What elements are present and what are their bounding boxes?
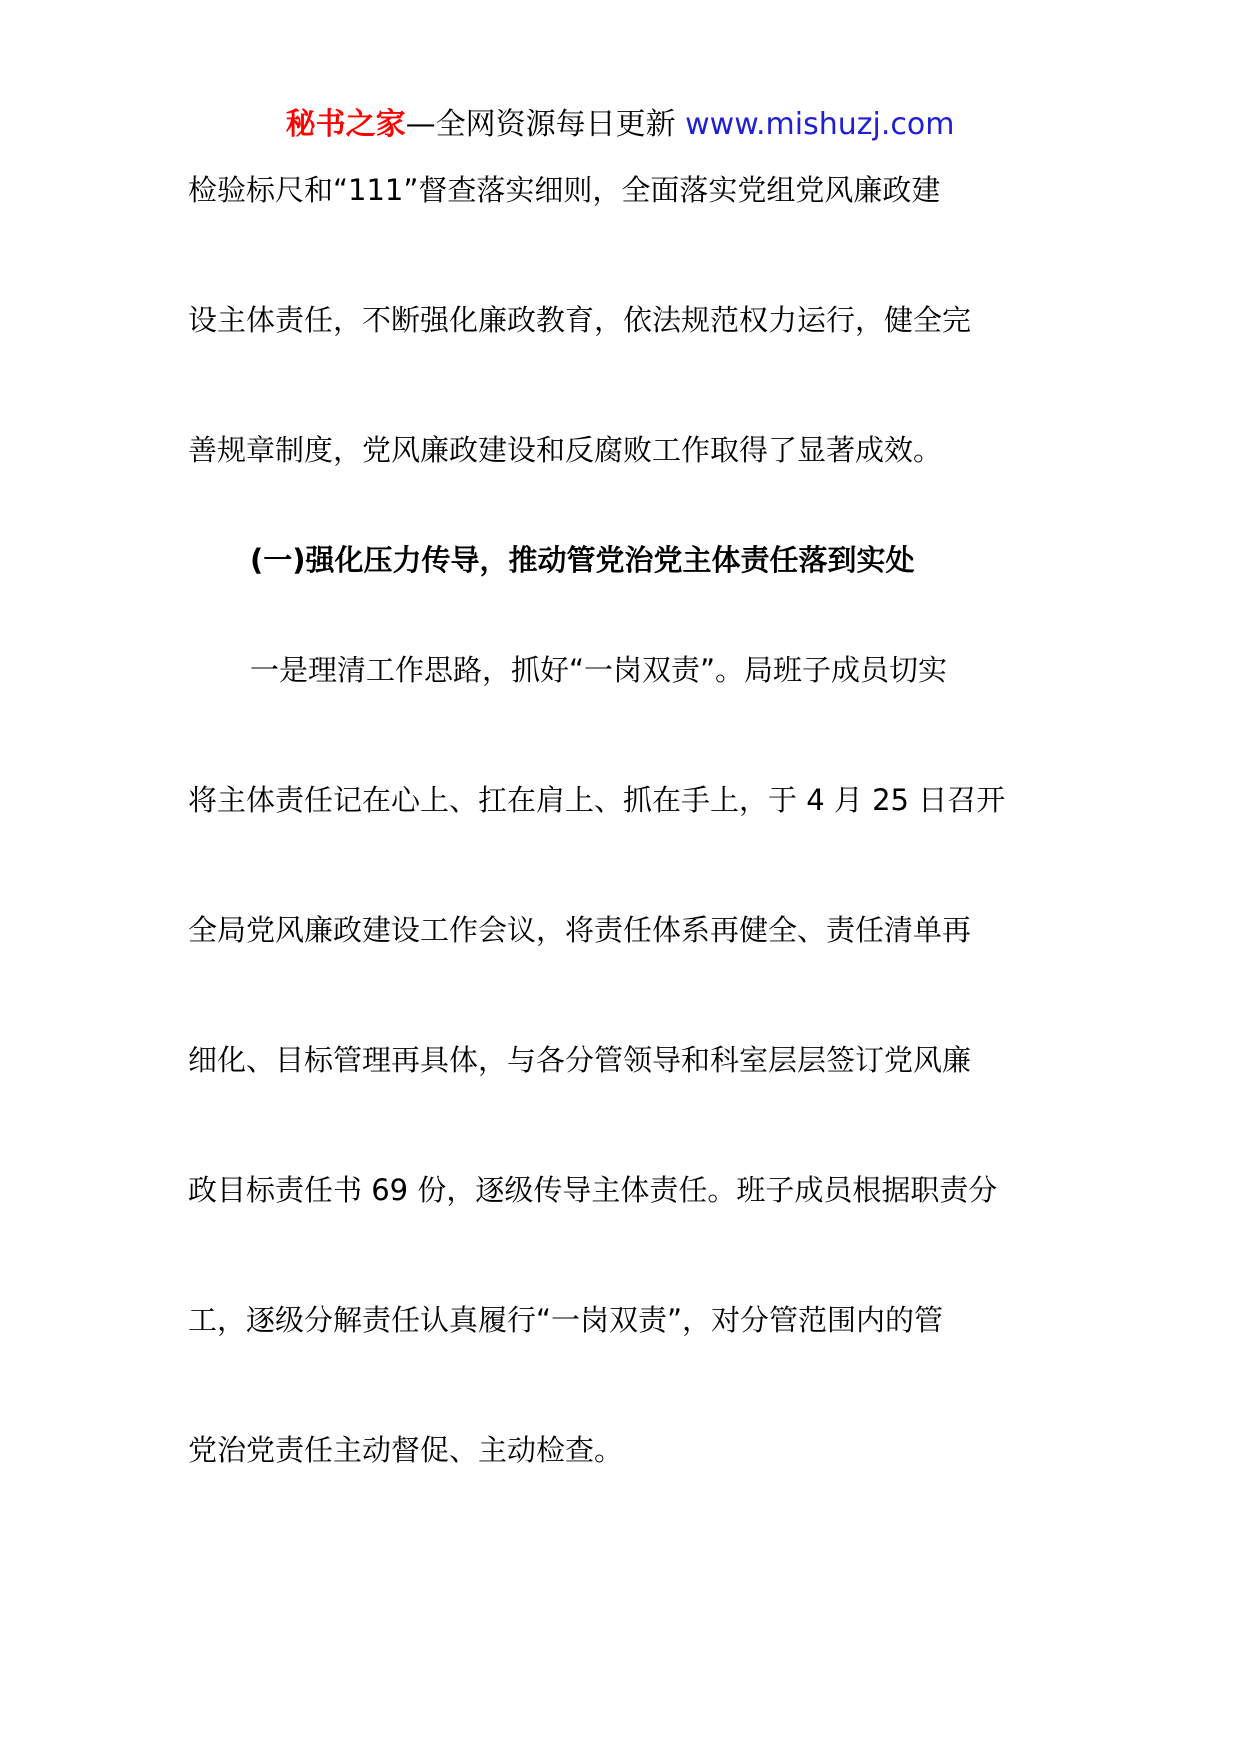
page-header bbox=[0, 100, 1240, 150]
body-line-10: 工，逐级分解责任认真履行“一岗双责”，对分管范围内的管 bbox=[188, 1303, 944, 1337]
header-tagline: —全网资源每日更新 bbox=[405, 107, 686, 142]
body-line-1: 检验标尺和“111”督查落实细则，全面落实党组党风廉政建 bbox=[188, 173, 941, 207]
body-line-6: 将主体责任记在心上、扛在肩上、抓在手上，于 4 月 25 日召开 bbox=[188, 783, 1006, 817]
paragraph-first-line: 一是理清工作思路，抓好“一岗双责”。局班子成员切实 bbox=[250, 653, 948, 687]
body-line-8: 细化、目标管理再具体，与各分管领导和科室层层签订党风廉 bbox=[188, 1043, 972, 1077]
body-line-3: 善规章制度，党风廉政建设和反腐败工作取得了显著成效。 bbox=[188, 433, 943, 467]
brand-name: 秘书之家 bbox=[285, 107, 406, 142]
body-line-7: 全局党风廉政建设工作会议，将责任体系再健全、责任清单再 bbox=[188, 913, 972, 947]
body-line-2: 设主体责任，不断强化廉政教育，依法规范权力运行，健全完 bbox=[188, 303, 972, 337]
body-line-11: 党治党责任主动督促、主动检查。 bbox=[188, 1433, 624, 1467]
section-heading: (一)强化压力传导，推动管党治党主体责任落到实处 bbox=[250, 543, 915, 577]
body-line-9: 政目标责任书 69 份，逐级传导主体责任。班子成员根据职责分 bbox=[188, 1173, 998, 1207]
website-link[interactable]: www.mishuzj.com bbox=[685, 107, 955, 142]
